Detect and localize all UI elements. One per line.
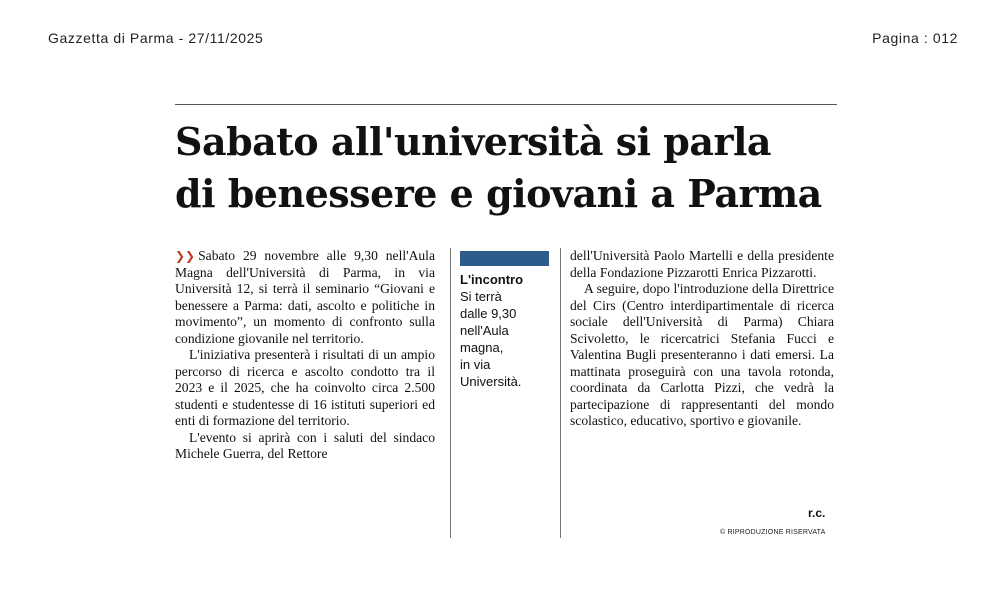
column-divider (450, 248, 451, 538)
top-divider (175, 104, 837, 105)
info-box-line: nell'Aula (460, 323, 509, 338)
paragraph (175, 248, 435, 347)
article-column-1 (175, 248, 435, 463)
page-number: Pagina : 012 (872, 30, 958, 46)
info-box-text (460, 288, 550, 390)
author-signature: r.c. (808, 506, 826, 520)
double-chevron-icon: ❯❯ (175, 249, 196, 263)
paragraph: dell'Università Paolo Martelli e della presidente della Fondazione Pizzarotti Enrica Pizzarotti. (570, 248, 834, 280)
paragraph: A seguire, dopo l'introduzione della Direttrice del Cirs (Centro interdipartimentale di ricerca sociale dell'Università di Parma) Chiara Scivoletto, le ricercatrici Stefania Fucci e Valentina Bugli presenteranno i dati emersi. La mattinata proseguirà con una tavola rotonda, coordinata da Carlotta Pizzi, che vedrà la partecipazione di rappresentanti del mondo scolastico, educativo, sportivo e giovanile. (570, 281, 834, 428)
info-box-line: in via (460, 357, 491, 372)
copyright-notice: © RIPRODUZIONE RISERVATA (720, 529, 826, 536)
paragraph: L'iniziativa presenterà i risultati di un ampio percorso di ricerca e ascolto condotto tra il 2023 e il 2025, che ha coinvolto circa 2.500 studenti e studentesse di 16 istituti superiori ed enti di formazione del territorio. (175, 347, 435, 428)
headline-line-1: Sabato all'università si parla (175, 119, 772, 164)
info-box-title: L'incontro (460, 272, 524, 287)
info-box-line: magna, (460, 340, 504, 355)
info-box-line: Si terrà (460, 289, 502, 304)
newspaper-source-date: Gazzetta di Parma - 27/11/2025 (48, 30, 264, 46)
article-column-2 (570, 248, 834, 430)
info-box-line: Università. (460, 374, 522, 389)
headline (175, 116, 855, 220)
info-box-accent-bar (460, 251, 549, 266)
info-box (460, 251, 550, 390)
headline-line-2: di benessere e giovani a Parma (175, 171, 822, 216)
info-box-line: dalle 9,30 (460, 306, 517, 321)
paragraph-text: Sabato 29 novembre alle 9,30 nell'Aula Magna dell'Università di Parma, in via Università 12, si terrà il seminario “Giovani e benessere a Parma: dati, ascolto e politiche in movimento”, un momento di confronto sulla condizione giovanile nel territorio. (175, 248, 435, 346)
paragraph: L'evento si aprirà con i saluti del sindaco Michele Guerra, del Rettore (175, 429, 435, 461)
column-divider (560, 248, 561, 538)
